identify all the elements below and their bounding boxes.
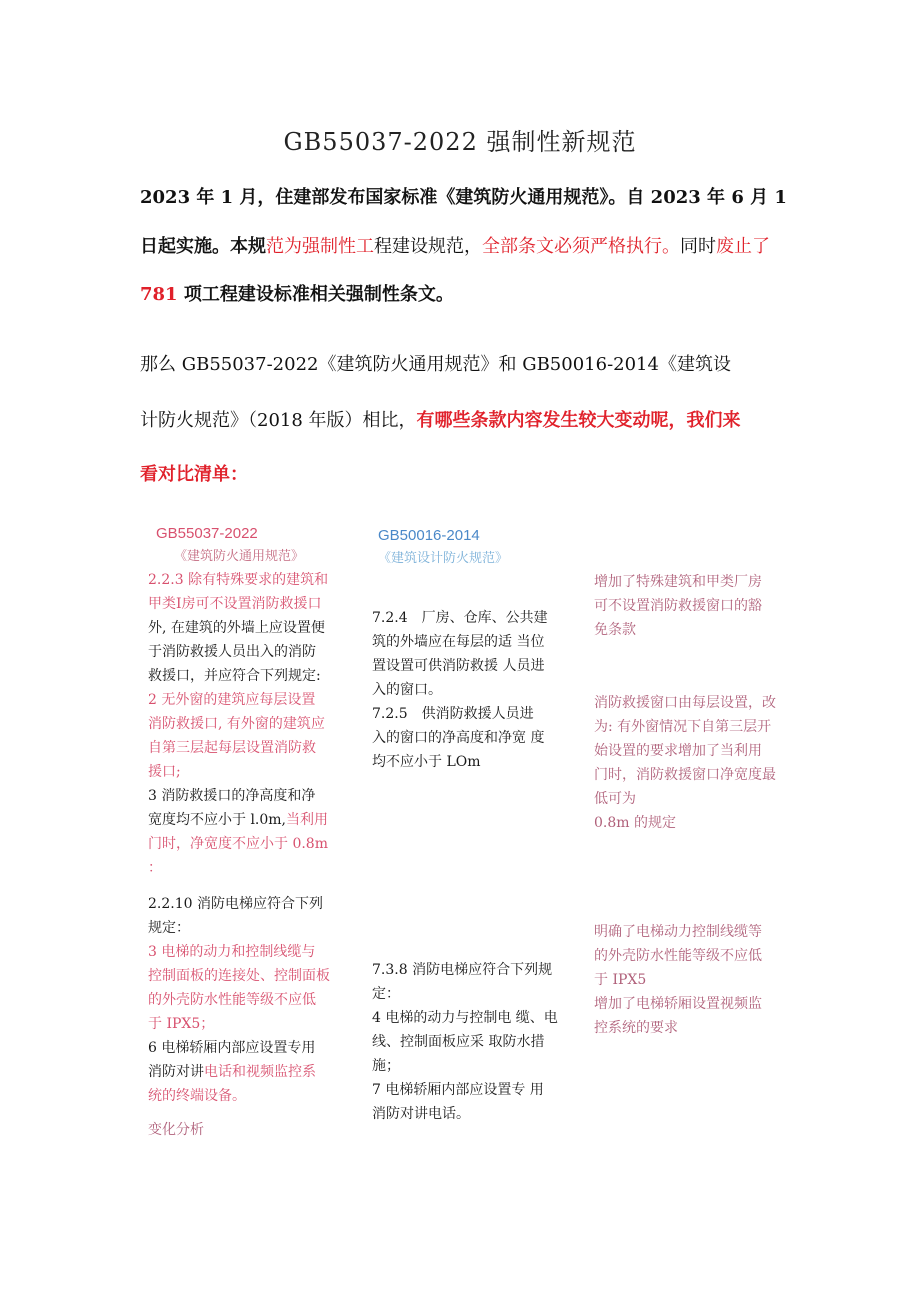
clause-text: 4 电梯的动力与控制电 缆、电 xyxy=(372,1010,558,1026)
intro-highlight: 全部条文必须严格执行。 xyxy=(482,236,680,257)
clause-text: 入的窗口的净高度和净宽 度 xyxy=(372,730,545,746)
note-text: 于 IPX5 xyxy=(594,972,647,988)
note-text: 消防救援窗口由每层设置，改 xyxy=(594,695,776,711)
clause-span: 宽度均不应小于 l.0m, xyxy=(148,812,287,828)
clause-text: 7 电梯轿厢内部应设置专 用 xyxy=(372,1082,544,1098)
compare-line-3: 看对比清单： xyxy=(140,464,248,485)
clause-text: 定： xyxy=(372,986,400,1002)
note-text: 增加了特殊建筑和甲类厂房 xyxy=(594,574,762,590)
clause-text: 7.2.5 供消防救援人员进 xyxy=(372,706,534,722)
column-old-standard xyxy=(372,524,572,570)
compare-text: 那么 GB55037-2022《建筑防火通用规范》和 GB50016-2014《建筑设 xyxy=(140,354,731,375)
clause-text: 消防救援口, 有外窗的建筑应 xyxy=(148,716,325,732)
clause-text: 入的窗口。 xyxy=(372,682,442,698)
clause-text: 甲类Ⅰ房可不设置消防救援口 xyxy=(148,596,322,612)
old-clause-block-1 xyxy=(372,606,572,774)
note-text: 0.8m 的规定 xyxy=(594,815,676,831)
clause-text: 线、控制面板应采 取防水措 xyxy=(372,1034,545,1050)
clause-text: 2 无外窗的建筑应每层设置 xyxy=(148,692,316,708)
intro-text: 程建设规范， xyxy=(374,236,482,257)
clause-text xyxy=(148,1060,358,1084)
note-text: 明确了电梯动力控制线缆等 xyxy=(594,924,762,940)
note-text: 可不设置消防救援窗口的豁 xyxy=(594,598,762,614)
clause-text: 消防对讲电话。 xyxy=(372,1106,470,1122)
clause-text: 7.3.8 消防电梯应符合下列规 xyxy=(372,962,553,978)
note-text: 门时，消防救援窗口净宽度最 xyxy=(594,767,776,783)
note-text: 增加了电梯轿厢设置视频监 xyxy=(594,996,762,1012)
change-analysis-label: 变化分析 xyxy=(148,1122,204,1138)
note-text: 控系统的要求 xyxy=(594,1020,678,1036)
intro-line-1-text: 2023 年 1 月，住建部发布国家标准《建筑防火通用规范》。自 2023 年 6 月 1 xyxy=(140,187,787,208)
clause-text: 置设置可供消防救援 人员进 xyxy=(372,658,545,674)
clause-text: 统的终端设备。 xyxy=(148,1088,246,1104)
intro-text: 同时 xyxy=(680,236,716,257)
clause-text: 控制面板的连接处、控制面板 xyxy=(148,968,330,984)
intro-line-1 xyxy=(140,189,800,207)
note-text: 免条款 xyxy=(594,622,636,638)
clause-text: 外, 在建筑的外墙上应设置便 xyxy=(148,620,325,636)
clause-text: 救援口，并应符合下列规定: xyxy=(148,668,321,684)
new-standard-name: 《建筑防火通用规范》 xyxy=(174,549,305,564)
clause-text: 2.2.10 消防电梯应符合下列 xyxy=(148,896,323,912)
intro-count: 781 xyxy=(140,284,178,305)
compare-line-2 xyxy=(140,412,800,430)
change-note-3 xyxy=(594,920,794,1040)
clause-text: 6 电梯轿厢内部应设置专用 xyxy=(148,1040,316,1056)
clause-text: 的外壳防水性能等级不应低 xyxy=(148,992,316,1008)
clause-text: 于 IPX5； xyxy=(148,1016,215,1032)
clause-span: 消防对讲 xyxy=(148,1064,204,1080)
clause-text: 3 消防救援口的净高度和净 xyxy=(148,788,316,804)
clause-text: 3 电梯的动力和控制线缆与 xyxy=(148,944,316,960)
old-standard-code: GB50016-2014 xyxy=(378,527,480,544)
page-title: GB55037-2022 强制性新规范 xyxy=(283,128,637,156)
clause-text: 于消防救援人员出入的消防 xyxy=(148,644,316,660)
clause-text xyxy=(148,808,358,832)
intro-highlight: 废止了 xyxy=(716,236,770,257)
clause-text: 援口; xyxy=(148,764,181,780)
clause-text: 门时，净宽度不应小于 0.8m xyxy=(148,836,328,852)
new-standard-code: GB55037-2022 xyxy=(156,525,258,542)
clause-text: 2.2.3 除有特殊要求的建筑和 xyxy=(148,572,329,588)
intro-text: 项工程建设标准相关强制性条文。 xyxy=(177,284,454,305)
old-clause-block-2 xyxy=(372,958,572,1126)
column-new-standard xyxy=(148,522,358,1142)
clause-span: 电话和视频监控系 xyxy=(204,1064,316,1080)
clause-text: 规定： xyxy=(148,920,190,936)
intro-text: 日起实施。本规 xyxy=(140,236,266,257)
clause-span: 当利用 xyxy=(286,812,329,828)
change-note-1 xyxy=(594,570,794,642)
clause-text: 7.2.4 厂房、仓库、公共建 xyxy=(372,610,548,626)
intro-line-3 xyxy=(140,286,800,304)
compare-line-1 xyxy=(140,356,800,374)
clause-text: 自第三层起每层设置消防救 xyxy=(148,740,316,756)
note-text: 低可为 xyxy=(594,791,636,807)
note-text: 始设置的要求增加了当利用 xyxy=(594,743,762,759)
compare-highlight: 有哪些条款内容发生较大变动呢，我们来 xyxy=(416,410,741,431)
old-standard-name: 《建筑设计防火规范》 xyxy=(378,551,509,566)
clause-text: 均不应小于 LOm xyxy=(372,754,481,770)
clause-text: ： xyxy=(148,860,162,876)
compare-text: 计防火规范》（2018 年版）相比， xyxy=(140,410,417,431)
intro-line-2 xyxy=(140,238,800,256)
clause-text: 筑的外墙应在每层的适 当位 xyxy=(372,634,545,650)
clause-text: 施； xyxy=(372,1058,400,1074)
change-note-2 xyxy=(594,691,794,835)
note-text: 为: 有外窗情况下自第三层开 xyxy=(594,719,772,735)
intro-highlight: 范为强制性工 xyxy=(266,236,374,257)
note-text: 的外壳防水性能等级不应低 xyxy=(594,948,762,964)
